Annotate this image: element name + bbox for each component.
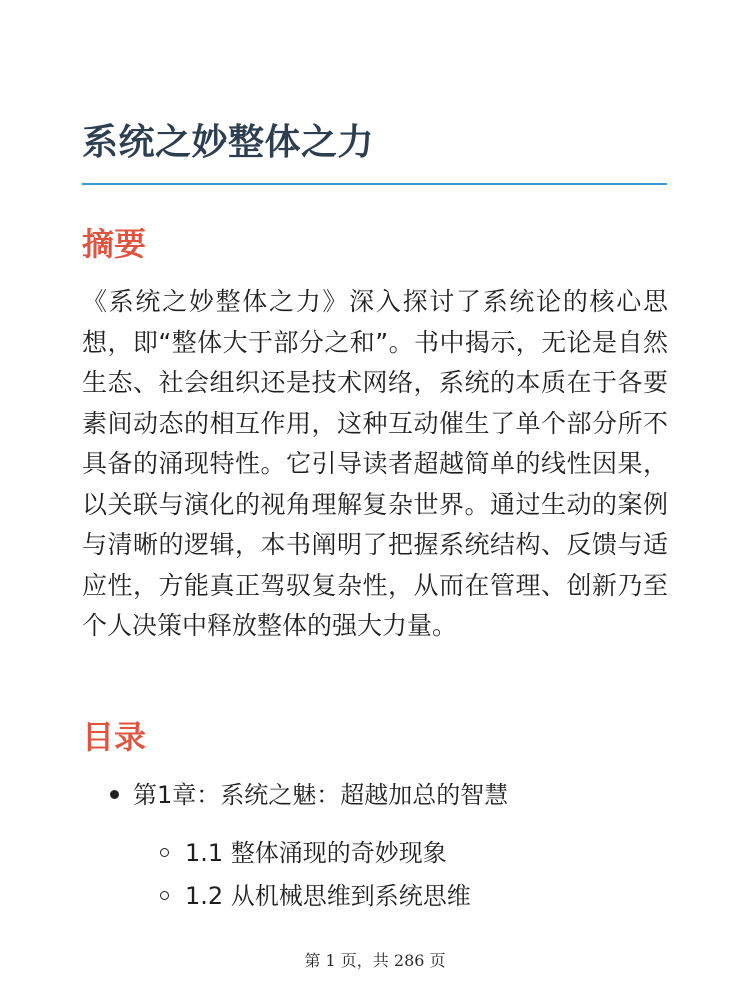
title-divider <box>82 183 667 185</box>
toc-section-item[interactable] <box>160 837 447 869</box>
bullet-disc-icon <box>110 790 119 799</box>
bullet-circle-icon <box>160 891 169 900</box>
page-number-footer: 第 1 页，共 286 页 <box>304 951 446 970</box>
toc-section-label: 1.2 从机械思维到系统思维 <box>185 882 471 910</box>
toc-chapter-label: 第1章：系统之魅：超越加总的智慧 <box>133 781 509 809</box>
toc-heading: 目录 <box>82 718 147 756</box>
toc-section-label: 1.1 整体涌现的奇妙现象 <box>185 839 447 867</box>
abstract-heading: 摘要 <box>82 225 147 263</box>
bullet-circle-icon <box>160 848 169 857</box>
document-title: 系统之妙整体之力 <box>82 122 375 163</box>
toc-section-item[interactable] <box>160 880 471 912</box>
abstract-paragraph: 《系统之妙整体之力》深入探讨了系统论的核心思想，即“整体大于部分之和”。书中揭示，无论是自然生态、社会组织还是技术网络，系统的本质在于各要素间动态的相互作用，这种互动催生了单个部分所不具备的涌现特性。它引导读者超越简单的线性因果，以关联与演化的视角理解复杂世界。通过生动的案例与清晰的逻辑，本书阐明了把握系统结构、反馈与适应性，方能真正驾驭复杂性，从而在管理、创新乃至个人决策中释放整体的强大力量。 <box>82 287 668 640</box>
toc-chapter-item[interactable] <box>110 779 508 811</box>
